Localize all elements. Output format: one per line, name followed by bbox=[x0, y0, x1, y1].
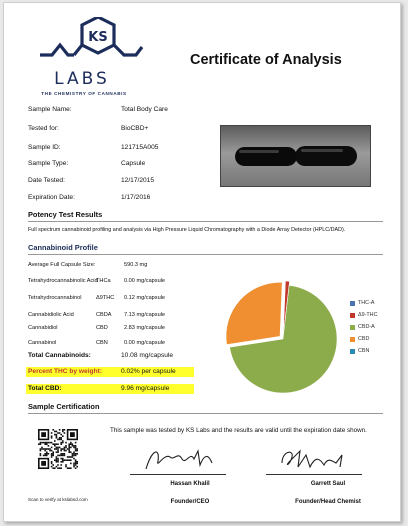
logo-brand: LABS bbox=[54, 69, 110, 89]
legend-label: CBD-A bbox=[358, 324, 375, 330]
cannabinoid-amount: 0.12 mg/capsule bbox=[124, 295, 166, 301]
average-value: 590.3 mg bbox=[124, 262, 148, 268]
signature-line bbox=[130, 474, 226, 475]
certification-statement: This sample was tested by KS Labs and the results are valid until the expiration date shown. bbox=[110, 427, 367, 434]
cannabinoid-name: Tetrahydrocannabinolic Acid bbox=[28, 278, 98, 284]
info-label: Tested for: bbox=[28, 125, 59, 132]
signature-line bbox=[266, 474, 362, 475]
cannabinoid-amount: 7.13 mg/capsule bbox=[124, 312, 166, 318]
certification-section-title: Sample Certification bbox=[28, 402, 100, 411]
capsule-photo bbox=[220, 125, 371, 187]
signer-name: Garrett Saul bbox=[310, 481, 346, 487]
average-label: Average Full Capsule Size: bbox=[28, 262, 96, 268]
cannabinoid-amount: 2.83 mg/capsule bbox=[124, 325, 166, 331]
signer-role: Founder/Head Chemist bbox=[295, 499, 361, 505]
section-divider bbox=[28, 254, 383, 255]
info-label: Expiration Date: bbox=[28, 194, 75, 201]
legend-label: CBD bbox=[358, 336, 370, 342]
cannabinoid-name: Tetrahydrocannabinol bbox=[28, 295, 82, 301]
total-cannabinoids-label: Total Cannabinoids: bbox=[28, 352, 91, 359]
cannabinoid-amount: 0.00 mg/capsule bbox=[124, 278, 166, 284]
info-value: 1/17/2016 bbox=[121, 194, 151, 201]
logo-hexagon-icon bbox=[38, 17, 158, 73]
legend-swatch bbox=[350, 301, 355, 306]
info-value: Capsule bbox=[121, 160, 146, 167]
ks-labs-logo bbox=[38, 17, 158, 101]
legend-swatch bbox=[350, 313, 355, 318]
legend-swatch bbox=[350, 325, 355, 330]
pie-slice-cbd bbox=[226, 282, 282, 344]
signer-name: Hassan Khalil bbox=[170, 481, 210, 487]
percent-thc-value: 0.02% per capsule bbox=[121, 368, 176, 375]
certificate-page bbox=[3, 2, 401, 522]
cannabinoid-amount: 0.00 mg/capsule bbox=[124, 340, 166, 346]
info-label: Sample Name: bbox=[28, 106, 72, 113]
potency-description: Full spectrum cannabinoid profiling and analysis via High Pressure Liquid Chromatography with a Diode Array Detector (HPLC/DAD). bbox=[28, 227, 346, 233]
legend-label: THC-A bbox=[358, 300, 375, 306]
cannabinoid-abbr: CBDA bbox=[96, 312, 112, 318]
total-cannabinoids-row bbox=[26, 351, 194, 361]
signer-role: Founder/CEO bbox=[170, 499, 210, 505]
legend-swatch bbox=[350, 349, 355, 354]
info-value: BioCBD+ bbox=[121, 125, 149, 132]
total-cbd-label: Total CBD: bbox=[28, 385, 62, 392]
cannabinoid-abbr: Δ9THC bbox=[96, 295, 115, 301]
info-label: Sample ID: bbox=[28, 144, 61, 151]
info-value: 12/17/2015 bbox=[121, 177, 155, 184]
capsule-image-icon bbox=[221, 126, 370, 186]
info-value: Total Body Care bbox=[121, 106, 168, 113]
legend-label: CBN bbox=[358, 348, 370, 354]
total-cbd-value: 9.96 mg/capsule bbox=[121, 385, 170, 392]
average-capsule-row bbox=[28, 262, 148, 268]
page-title: Certificate of Analysis bbox=[190, 52, 342, 68]
cannabinoid-name: Cannabidiolic Acid bbox=[28, 312, 74, 318]
section-divider bbox=[28, 413, 383, 414]
cannabinoid-pie-chart bbox=[223, 279, 343, 399]
legend-label: Δ9-THC bbox=[358, 312, 378, 318]
logo-letters: KS bbox=[88, 30, 108, 45]
qr-code-icon bbox=[38, 429, 78, 469]
info-value: 121715A005 bbox=[121, 144, 159, 151]
section-divider bbox=[28, 221, 383, 222]
cannabinoid-name: Cannabidiol bbox=[28, 325, 58, 331]
percent-thc-label: Percent THC by weight: bbox=[28, 368, 103, 375]
cannabinoid-abbr: CBD bbox=[96, 325, 108, 331]
percent-thc-row bbox=[26, 367, 194, 377]
logo-tagline: THE CHEMISTRY OF CANNABIS bbox=[41, 91, 127, 96]
info-label: Date Tested: bbox=[28, 177, 65, 184]
signature-garrett-icon bbox=[276, 445, 356, 473]
total-cannabinoids-value: 10.08 mg/capsule bbox=[121, 352, 174, 359]
legend-swatch bbox=[350, 337, 355, 342]
qr-caption: Scan to verify at kslabsd.com bbox=[28, 497, 88, 502]
total-cbd-row bbox=[26, 384, 194, 394]
cannabinoid-abbr: CBN bbox=[96, 340, 108, 346]
signature-hassan-icon bbox=[142, 445, 222, 473]
info-label: Sample Type: bbox=[28, 160, 69, 167]
cannabinoid-abbr: THCa bbox=[96, 278, 111, 284]
cannabinoid-name: Cannabinol bbox=[28, 340, 57, 346]
profile-section-title: Cannabinoid Profile bbox=[28, 243, 98, 252]
potency-section-title: Potency Test Results bbox=[28, 210, 103, 219]
